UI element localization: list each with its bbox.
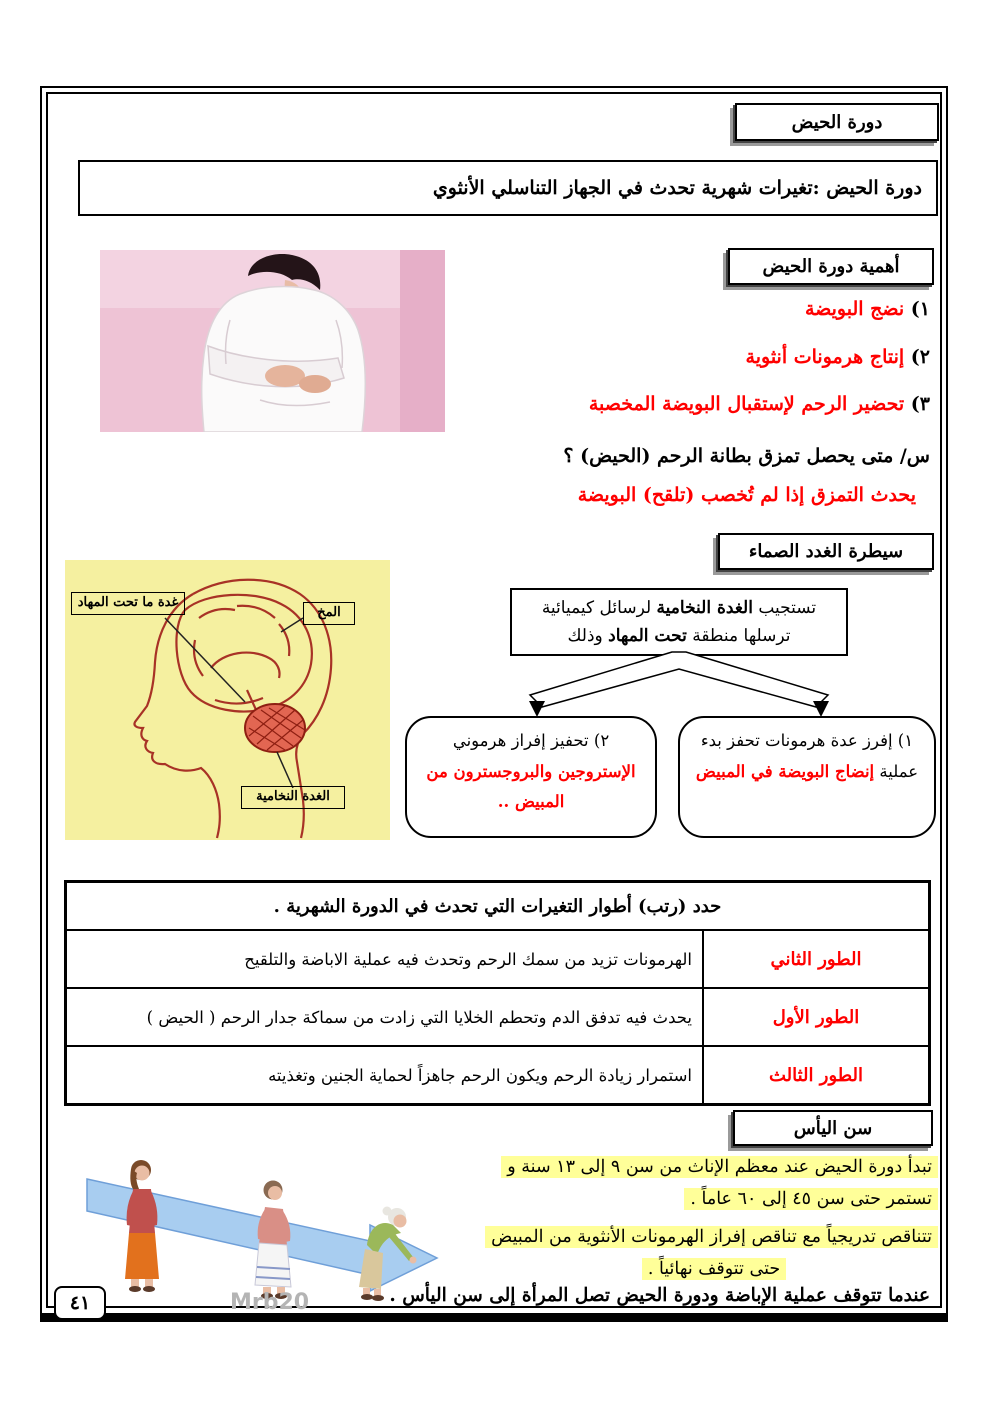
menopause-note-onset [480, 1152, 938, 1215]
importance-title: أهمية دورة الحيض [762, 256, 900, 277]
item-text: إنتاج هرمونات أنثوية [745, 346, 905, 368]
main-box-text: وذلك [567, 626, 609, 647]
diagram-label-pituitary: الغدة النخامية [241, 786, 345, 809]
branch-box-stimulate-secretion [405, 716, 657, 838]
importance-item-1 [805, 298, 930, 320]
item-number: ٢) [904, 346, 930, 368]
note-onset-text: تبدأ دورة الحيض عند معظم الإناث من سن ٩ إلى ١٣ سنة و تستمر حتى سن ٤٥ إلى ٦٠ عاماً . [501, 1156, 938, 1210]
table-row [66, 930, 930, 988]
branch-left-highlight: الإستروجين والبروجسترون من المبيض .. [426, 761, 636, 812]
phase-cell: الطور الثاني [703, 930, 930, 988]
branch-box-hormone-release [678, 716, 936, 838]
table-header: حدد (رتب) أطوار التغيرات التي تحدث في الدورة الشهرية . [66, 882, 930, 931]
item-number: ٣) [904, 393, 930, 415]
phase-cell: الطور الأول [703, 988, 930, 1046]
menopause-note-decline [490, 1222, 938, 1285]
main-box-bold-hypothalamus: تحت المهاد [608, 626, 687, 647]
branch-right-highlight: إنضاج البويضة في المبيض [695, 761, 875, 781]
item-text: نضج البويضة [804, 298, 905, 320]
importance-item-2 [746, 346, 930, 368]
importance-item-3 [589, 393, 930, 415]
description-cell: الهرمونات تزيد من سمك الرحم وتحدث فيه عملية الاباضة والتلقيح [66, 930, 704, 988]
arrowhead-left [529, 701, 545, 717]
phase-cell: الطور الثالث [703, 1046, 930, 1105]
watermark-text: Mrb20 [230, 1290, 310, 1315]
menopause-title-box [733, 1110, 933, 1146]
endocrine-title: سيطرة الغدد الصماء [748, 541, 904, 562]
main-box-text: لرسائل كيميائية ترسلها منطقة [541, 598, 791, 647]
menopause-title: سن اليأس [793, 1117, 873, 1139]
definition-term: دورة الحيض : [812, 177, 922, 199]
table-row [66, 988, 930, 1046]
middle-aged-woman-figure [255, 1181, 291, 1300]
diagram-label-hypothalamus: غدة ما تحت المهاد [71, 592, 185, 615]
question-text: س/ متى يحصل تمزق بطانة الرحم (الحيض) ؟ [563, 445, 930, 467]
definition-box [78, 160, 938, 216]
page-title: دورة الحيض [791, 111, 883, 133]
table-row [66, 1046, 930, 1105]
page-number: ٤١ [69, 1292, 91, 1314]
young-woman-figure [125, 1160, 159, 1292]
branch-left-text: ٢) تحفيز إفراز هرموني [452, 731, 610, 750]
woman-abdomen-photo [100, 250, 445, 432]
arrowhead-right [813, 701, 829, 717]
endocrine-main-box [510, 588, 848, 656]
main-box-bold-pituitary: الغدة النخامية [656, 598, 753, 618]
page-title-box [735, 103, 939, 141]
item-text: تحضير الرحم لإستقبال البويضة المخصبة [588, 393, 905, 415]
fork-arrows [500, 651, 860, 719]
main-box-text: تستجيب [752, 598, 817, 618]
importance-title-box [728, 248, 934, 285]
description-cell: استمرار زيادة الرحم ويكون الرحم جاهزاً لحماية الجنين وتغذيته [66, 1046, 704, 1105]
branch-right-text: ١) إفرز عدة هرمونات تحفز بدء عملية [700, 731, 919, 781]
description-cell: يحدث فيه تدفق الدم وتحطم الخلايا التي زادت من سماكة جدار الرحم ( الحيض ) [66, 988, 704, 1046]
table-header-row [66, 882, 930, 931]
answer-text: يحدث التمزق إذا لم تُخصب (تلقح) البويضة [577, 484, 916, 506]
phases-table [64, 880, 931, 1106]
definition-text: تغيرات شهرية تحدث في الجهاز التناسلي الأنثوي [432, 177, 813, 199]
item-number: ١) [904, 298, 930, 320]
page-number-box [54, 1286, 106, 1320]
aging-women-illustration [75, 1145, 470, 1303]
endocrine-title-box [718, 533, 934, 570]
note-decline-text: تتناقص تدريجياً مع تناقص إفراز الهرمونات الأنثوية من المبيض حتى تتوقف نهائياً . [485, 1226, 938, 1280]
menopause-conclusion: عندما تتوقف عملية الإباضة ودورة الحيض تصل المرأة إلى سن اليأس . [389, 1285, 930, 1306]
diagram-label-brain: المخ [303, 602, 355, 625]
